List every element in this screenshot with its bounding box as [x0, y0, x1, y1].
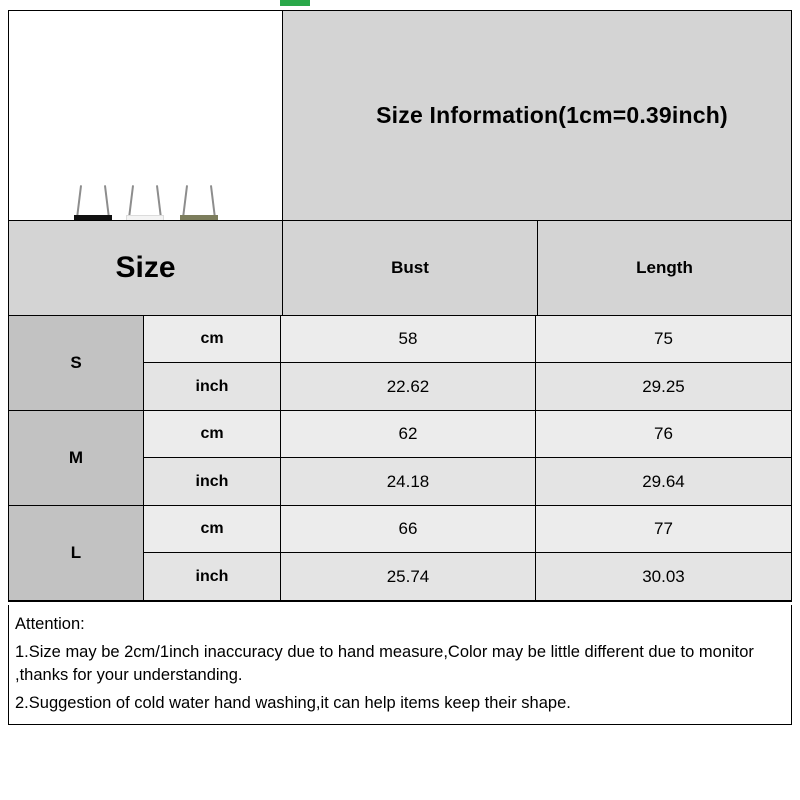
attention-line-1: 1.Size may be 2cm/1inch inaccuracy due to hand measure,Color may be little different due to monitor ,thanks for your understanding.	[15, 643, 754, 684]
column-header-length: Length	[636, 258, 693, 277]
table-row	[9, 411, 791, 506]
chart-title-cell	[283, 11, 791, 220]
value-bust-cm: 66	[281, 506, 536, 552]
value-length-inch: 29.64	[536, 458, 791, 505]
bodice-shape	[126, 215, 164, 220]
value-bust-cm: 58	[281, 316, 536, 362]
table-row	[9, 506, 791, 601]
page-title: Size Information(1cm=0.39inch)	[376, 102, 728, 128]
accent-bar	[280, 0, 310, 6]
unit-label-cm: cm	[144, 411, 281, 457]
strap-left-icon	[76, 185, 82, 219]
strap-left-icon	[182, 185, 188, 219]
value-bust-inch: 22.62	[281, 363, 536, 410]
unit-row-inch	[144, 363, 791, 410]
bodice-shape	[180, 215, 218, 220]
attention-line-2: 2.Suggestion of cold water hand washing,it can help items keep their shape.	[15, 693, 571, 712]
value-length-cm: 76	[536, 411, 791, 457]
value-length-cm: 77	[536, 506, 791, 552]
attention-heading: Attention:	[15, 615, 85, 633]
column-header-row	[9, 221, 791, 316]
attention-block	[8, 605, 792, 725]
unit-label-inch: inch	[144, 458, 281, 505]
product-photo	[67, 33, 227, 193]
product-photo-cell	[9, 11, 283, 220]
strap-right-icon	[210, 185, 216, 219]
value-length-inch: 29.25	[536, 363, 791, 410]
column-header-bust: Bust	[283, 221, 538, 315]
value-length-inch: 30.03	[536, 553, 791, 600]
unit-row-inch	[144, 458, 791, 505]
unit-row-cm	[144, 506, 791, 553]
value-bust-inch: 25.74	[281, 553, 536, 600]
strap-right-icon	[156, 185, 162, 219]
bodice-shape	[74, 215, 112, 220]
strap-right-icon	[104, 185, 110, 219]
unit-row-cm	[144, 411, 791, 458]
unit-label-cm: cm	[144, 506, 281, 552]
size-label-s: S	[9, 316, 144, 410]
value-length-cm: 75	[536, 316, 791, 362]
size-label-m: M	[9, 411, 144, 505]
strap-left-icon	[128, 185, 134, 219]
unit-row-cm	[144, 316, 791, 363]
unit-label-inch: inch	[144, 553, 281, 600]
unit-label-inch: inch	[144, 363, 281, 410]
value-bust-inch: 24.18	[281, 458, 536, 505]
column-header-size: Size	[9, 221, 283, 315]
size-chart-table	[8, 10, 792, 602]
size-label-l: L	[9, 506, 144, 600]
table-row	[9, 316, 791, 411]
unit-label-cm: cm	[144, 316, 281, 362]
chart-header-row	[9, 11, 791, 221]
value-bust-cm: 62	[281, 411, 536, 457]
unit-row-inch	[144, 553, 791, 600]
